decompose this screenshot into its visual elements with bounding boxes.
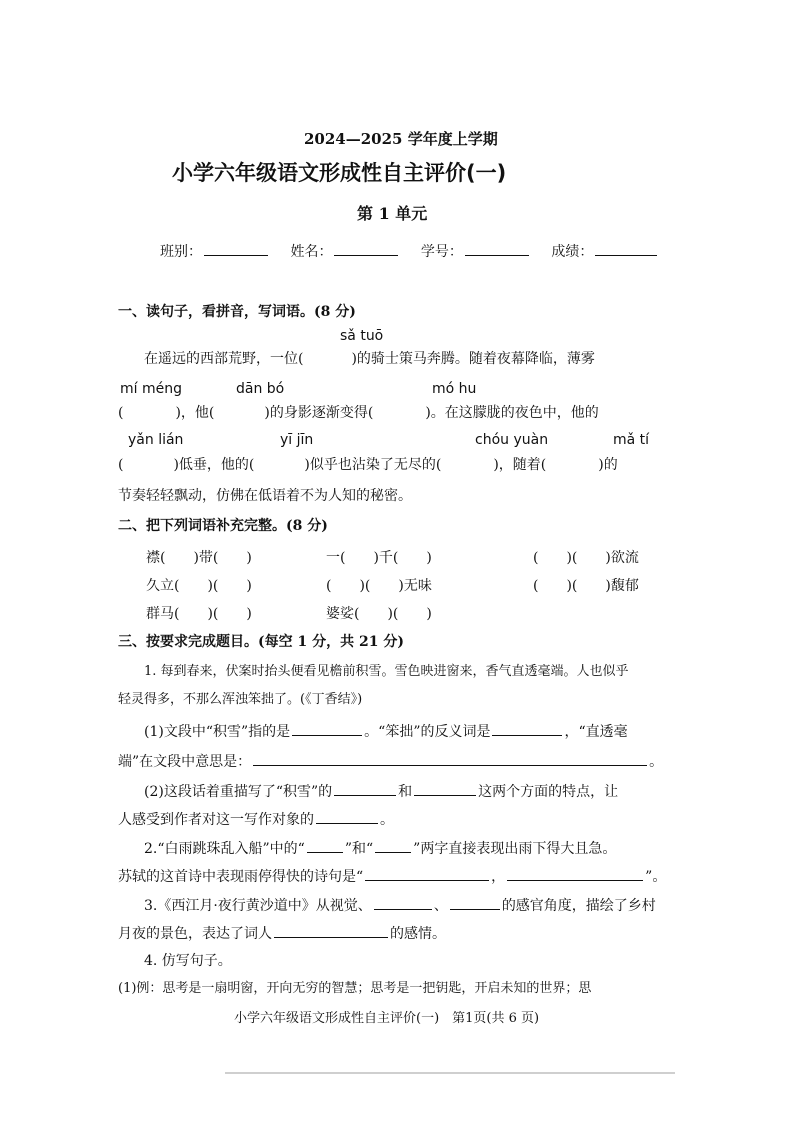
blank-char-2[interactable] xyxy=(375,838,411,853)
blank-feature-1[interactable] xyxy=(334,781,396,796)
unit-title: 第 1 单元 xyxy=(357,204,428,223)
class-blank[interactable] xyxy=(204,241,268,256)
q2-row1-col3: ( )( )欲流 xyxy=(533,550,639,566)
q1-line2: ( )，他( )的身影逐渐变得( )。在这朦胧的夜色中，他的 xyxy=(118,405,599,421)
blank-sense-2[interactable] xyxy=(450,895,500,910)
q2-row2-col3: ( )( )馥郁 xyxy=(533,578,639,594)
bottom-divider xyxy=(225,1072,675,1074)
pinyin-mati: mǎ tí xyxy=(613,432,650,448)
q3-p4-example: (1)例：思考是一扇明窗，开向无穷的智慧；思考是一把钥匙，开启未知的世界；思 xyxy=(118,981,592,996)
student-info-row xyxy=(160,241,659,261)
score-blank[interactable] xyxy=(595,241,657,256)
id-blank[interactable] xyxy=(465,241,529,256)
q2-row1-col2: 一( )千( ) xyxy=(326,550,432,566)
q3-p1-line2: 轻灵得多，不那么浑浊笨拙了。(《丁香结》) xyxy=(118,692,363,707)
q2-row2-col1: 久立( )( ) xyxy=(146,578,252,594)
q3-p3-line1: 3.《西江月·夜行黄沙道中》从视觉、 、 的感官角度，描绘了乡村 xyxy=(144,895,656,915)
blank-jixue[interactable] xyxy=(292,721,362,736)
q2-row2-col2: ( )( )无味 xyxy=(326,578,432,594)
class-label: 班别： xyxy=(160,244,202,260)
q3-heading: 三、按要求完成题目。(每空 1 分，共 21 分) xyxy=(118,634,404,650)
blank-poem-1[interactable] xyxy=(365,866,489,881)
q2-row3-col1: 群马( )( ) xyxy=(146,606,252,622)
q3-p1-line1: 1. 每到春来，伏案时抬头便看见檐前积雪。雪色映进窗来，香气直透毫端。人也似乎 xyxy=(144,664,629,679)
q3-p3-line2: 月夜的景色，表达了词人 的感情。 xyxy=(118,923,446,943)
blank-feeling[interactable] xyxy=(316,809,378,824)
blank-sense-1[interactable] xyxy=(374,895,432,910)
q3-p4: 4. 仿写句子。 xyxy=(144,953,232,969)
pinyin-mimeng: mí méng xyxy=(120,381,182,397)
q2-row1-col1: 襟( )带( ) xyxy=(146,550,252,566)
q3-s2-line2: 人感受到作者对这一写作对象的 。 xyxy=(118,809,394,829)
q2-heading: 二、把下列词语补充完整。(8 分) xyxy=(118,518,328,534)
q3-s2-line1: (2)这段话着重描写了“积雪”的 和 这两个方面的特点，让 xyxy=(144,781,618,801)
blank-poem-2[interactable] xyxy=(507,866,643,881)
name-label: 姓名： xyxy=(290,244,333,260)
id-label: 学号： xyxy=(420,244,463,260)
pinyin-satuo: sǎ tuō xyxy=(340,328,384,344)
q2-row3-col2: 婆娑( )( ) xyxy=(326,606,432,622)
pinyin-yanlian: yǎn lián xyxy=(128,432,184,448)
score-label: 成绩： xyxy=(551,244,594,260)
pinyin-yijin: yī jīn xyxy=(280,432,314,448)
q1-line4: 节奏轻轻飘动，仿佛在低语着不为人知的秘密。 xyxy=(118,488,412,504)
q1-line3: ( )低垂，他的( )似乎也沾染了无尽的( )，随着( )的 xyxy=(118,457,618,473)
blank-char-1[interactable] xyxy=(307,838,343,853)
blank-antonym[interactable] xyxy=(492,721,562,736)
q1-heading: 一、读句子，看拼音，写词语。(8 分) xyxy=(118,304,356,320)
name-blank[interactable] xyxy=(334,241,398,256)
page-title: 小学六年级语文形成性自主评价(一) xyxy=(172,161,507,185)
page-footer: 小学六年级语文形成性自主评价(一) 第1页(共 6 页) xyxy=(234,1011,540,1026)
q3-p2-line1: 2.“白雨跳珠乱入船”中的“ ”和“ ”两字直接表现出雨下得大且急。 xyxy=(144,838,616,858)
pinyin-chouyuan: chóu yuàn xyxy=(475,432,549,448)
blank-emotion[interactable] xyxy=(274,923,388,938)
blank-meaning[interactable] xyxy=(253,751,647,766)
q3-p2-line2: 苏轼的这首诗中表现雨停得快的诗句是“ ， ”。 xyxy=(118,866,666,886)
q3-s1-line1: (1)文段中“积雪”指的是 。“笨拙”的反义词是 ，“直透毫 xyxy=(144,721,628,741)
term-title: 2024—2025 学年度上学期 xyxy=(304,130,498,148)
pinyin-danbo: dān bó xyxy=(236,381,285,397)
q1-line1: 在遥远的西部荒野，一位( )的骑士策马奔腾。随着夜幕降临，薄雾 xyxy=(144,351,595,367)
pinyin-mohu: mó hu xyxy=(432,381,477,397)
blank-feature-2[interactable] xyxy=(414,781,476,796)
q3-s1-line2: 端”在文段中意思是： 。 xyxy=(118,751,663,771)
